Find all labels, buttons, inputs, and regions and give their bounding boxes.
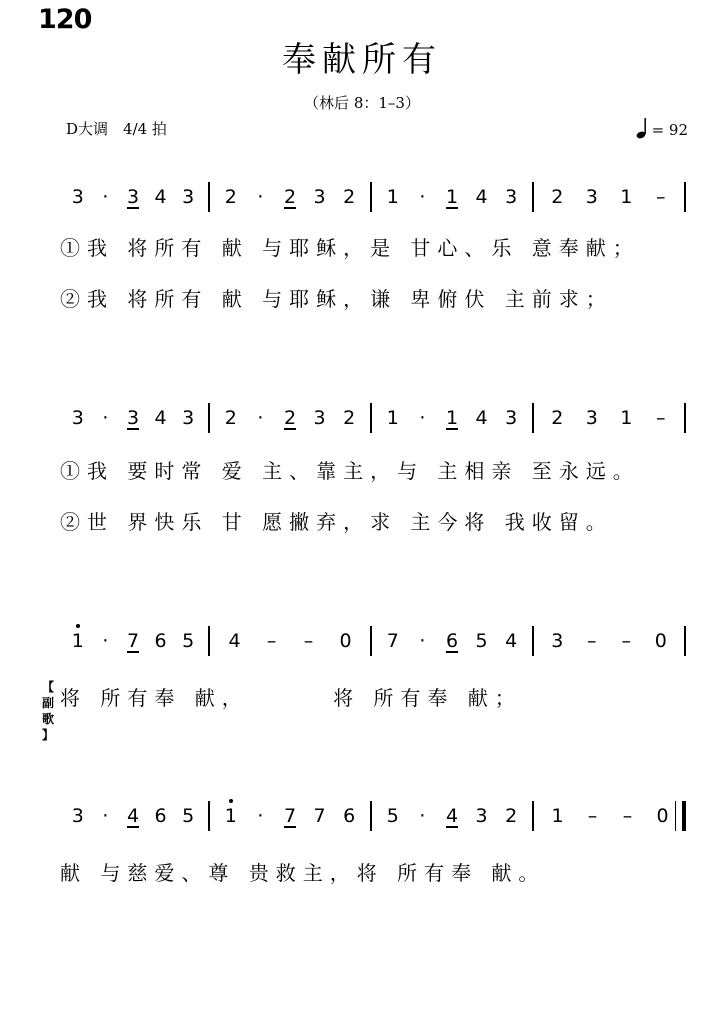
note: 2	[551, 407, 564, 429]
music-line	[58, 795, 698, 831]
note: 3	[505, 186, 518, 208]
note: ·	[419, 630, 426, 652]
note: ·	[419, 805, 426, 827]
measure	[534, 182, 686, 212]
note: 4	[505, 630, 518, 652]
note: 1	[386, 186, 399, 208]
note: 0	[656, 805, 669, 827]
note: 1	[386, 407, 399, 429]
measure	[210, 801, 372, 831]
note: 2	[224, 186, 237, 208]
note: –	[621, 630, 631, 652]
page-number: 120	[38, 4, 92, 35]
measure	[58, 626, 210, 656]
note: 2	[505, 805, 518, 827]
measure	[372, 626, 534, 656]
measure	[534, 626, 686, 656]
note: 7	[126, 630, 140, 652]
lyric-line: 献 与慈爱、尊 贵救主，将 所有奉 献。	[60, 861, 546, 885]
music-line	[58, 397, 698, 433]
music-line	[58, 620, 698, 656]
note: ·	[419, 407, 426, 429]
music-line	[58, 176, 698, 212]
note: 0	[654, 630, 667, 652]
note: 3	[126, 407, 140, 429]
note: –	[303, 630, 314, 652]
note: 4	[154, 407, 167, 429]
note: 0	[339, 630, 352, 652]
note: 3	[71, 407, 84, 429]
note: 6	[343, 805, 356, 827]
note: –	[656, 186, 666, 208]
measure	[210, 403, 372, 433]
note: 2	[224, 407, 237, 429]
note: 3	[313, 186, 326, 208]
note: –	[266, 630, 277, 652]
note: ·	[102, 186, 109, 208]
lyric-line: ②世 界快乐 甘 愿撇弃，求 主今将 我收留。	[60, 510, 613, 534]
measure	[372, 801, 534, 831]
measure	[534, 801, 686, 831]
note: –	[656, 407, 666, 429]
hymn-title: 奉献所有	[282, 40, 442, 80]
note: 1	[551, 805, 564, 827]
note: 2	[283, 407, 297, 429]
note: 6	[445, 630, 459, 652]
note: 1	[216, 804, 246, 828]
note: –	[622, 805, 633, 827]
note: ·	[102, 407, 109, 429]
note: ·	[257, 186, 264, 208]
note: 4	[475, 407, 488, 429]
note: 1	[620, 407, 633, 429]
measure	[372, 403, 534, 433]
note: 3	[585, 407, 598, 429]
measure	[534, 403, 686, 433]
lyric-line: 将 所有奉 献， 将 所有奉 献；	[60, 686, 522, 710]
note: 6	[154, 805, 167, 827]
note: 2	[283, 186, 297, 208]
quarter-note-icon	[636, 117, 650, 139]
note: ·	[102, 630, 109, 652]
note: 6	[154, 630, 167, 652]
note: ·	[102, 805, 109, 827]
note: ·	[257, 805, 264, 827]
lyric-line: ①我 要时常 爱 主、靠主，与 主相亲 至永远。	[60, 459, 640, 483]
note: 2	[343, 186, 356, 208]
note: 7	[313, 805, 326, 827]
note: 7	[283, 805, 297, 827]
note: 4	[475, 186, 488, 208]
measure	[58, 801, 210, 831]
measure	[58, 403, 210, 433]
note: 5	[475, 630, 488, 652]
note: 3	[182, 407, 195, 429]
measure	[58, 182, 210, 212]
note: 1	[445, 186, 459, 208]
measure	[210, 182, 372, 212]
note: 4	[228, 630, 241, 652]
note: 3	[585, 186, 598, 208]
note: 3	[551, 630, 564, 652]
note: 3	[313, 407, 326, 429]
note: –	[587, 630, 597, 652]
note: ·	[419, 186, 426, 208]
lyric-line: ②我 将所有 献 与耶稣，谦 卑俯伏 主前求；	[60, 287, 613, 311]
note: –	[587, 805, 598, 827]
chorus-label: 【 副 歌 】	[41, 680, 54, 742]
note: 3	[126, 186, 140, 208]
measure	[210, 626, 372, 656]
note: 2	[551, 186, 564, 208]
note: 3	[71, 805, 84, 827]
note: 7	[386, 630, 399, 652]
note: 3	[505, 407, 518, 429]
key-and-time-signature: D大调 4/4 拍	[66, 120, 167, 138]
note: 1	[64, 629, 92, 653]
note: 5	[182, 630, 195, 652]
note: 1	[445, 407, 459, 429]
note: 4	[126, 805, 140, 827]
note: 5	[386, 805, 399, 827]
note: 3	[475, 805, 488, 827]
tempo-marking	[636, 117, 688, 139]
note: 5	[182, 805, 195, 827]
scripture-reference: （林后 8：1–3）	[304, 94, 420, 112]
note: 4	[445, 805, 459, 827]
note: 3	[71, 186, 84, 208]
measure	[372, 182, 534, 212]
note: 2	[343, 407, 356, 429]
note: 4	[154, 186, 167, 208]
note: ·	[257, 407, 264, 429]
tempo-value: = 92	[651, 121, 688, 139]
lyric-line: ①我 将所有 献 与耶稣，是 甘心、乐 意奉献；	[60, 236, 640, 260]
note: 1	[620, 186, 633, 208]
note: 3	[182, 186, 195, 208]
